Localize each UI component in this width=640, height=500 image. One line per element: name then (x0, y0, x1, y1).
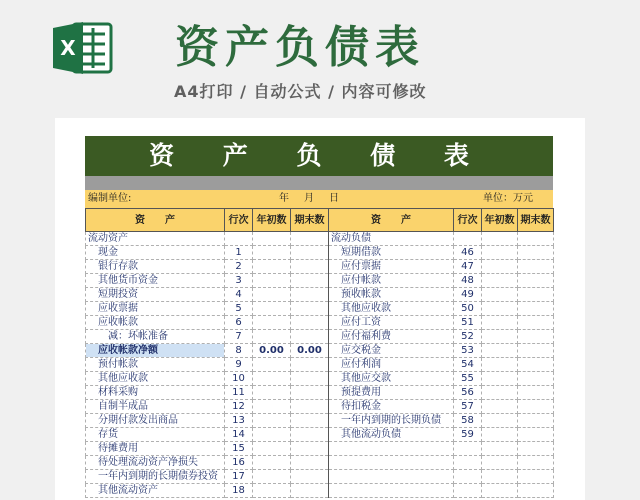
unit-label: 编制单位: (88, 193, 132, 204)
liability-begin-cell[interactable] (482, 330, 518, 344)
table-row (86, 358, 554, 372)
asset-name-cell[interactable]: 应收票据 (86, 302, 225, 316)
asset-line-cell[interactable]: 9 (225, 358, 253, 372)
excel-icon (53, 20, 113, 76)
liability-name-cell[interactable] (329, 470, 454, 484)
liability-name-cell[interactable]: 应付福利费 (329, 330, 454, 344)
liability-begin-cell[interactable] (482, 246, 518, 260)
asset-begin-cell[interactable] (253, 372, 291, 386)
liability-end-cell[interactable] (518, 274, 554, 288)
asset-line-cell[interactable]: 14 (225, 428, 253, 442)
liability-line-cell[interactable]: 52 (454, 330, 482, 344)
table-row (86, 428, 554, 442)
liability-line-cell[interactable]: 55 (454, 372, 482, 386)
balance-sheet-table (85, 208, 554, 498)
asset-name-cell[interactable]: 应收帐款 (86, 316, 225, 330)
table-row (86, 288, 554, 302)
table-row (86, 386, 554, 400)
liability-end-cell[interactable] (518, 428, 554, 442)
asset-end-cell[interactable] (291, 274, 329, 288)
asset-name-cell[interactable]: 一年内到期的长期债券投资 (86, 470, 225, 484)
asset-line-cell[interactable]: 3 (225, 274, 253, 288)
asset-begin-cell[interactable] (253, 330, 291, 344)
month-label: 月 (304, 193, 314, 204)
asset-name-cell[interactable]: 减：坏帐准备 (86, 330, 225, 344)
liability-begin-cell[interactable] (482, 484, 518, 498)
asset-line-cell[interactable]: 18 (225, 484, 253, 498)
liability-name-cell[interactable] (329, 484, 454, 498)
liability-line-cell[interactable] (454, 232, 482, 246)
asset-name-cell[interactable]: 其他流动资产 (86, 484, 225, 498)
col-begin-header: 年初数 (253, 209, 291, 232)
liability-line-cell[interactable]: 57 (454, 400, 482, 414)
asset-end-cell[interactable] (291, 386, 329, 400)
table-row (86, 484, 554, 498)
table-row (86, 456, 554, 470)
col-end-header-right: 期末数 (518, 209, 554, 232)
asset-begin-cell[interactable]: 0.00 (253, 344, 291, 358)
asset-begin-cell[interactable] (253, 484, 291, 498)
asset-name-cell[interactable]: 预付帐款 (86, 358, 225, 372)
gray-divider (85, 176, 553, 190)
table-row (86, 442, 554, 456)
asset-end-cell[interactable] (291, 484, 329, 498)
liability-end-cell[interactable] (518, 260, 554, 274)
liability-name-cell[interactable]: 短期借款 (329, 246, 454, 260)
asset-end-cell[interactable] (291, 400, 329, 414)
asset-end-cell[interactable] (291, 428, 329, 442)
asset-line-cell[interactable]: 5 (225, 302, 253, 316)
asset-line-cell[interactable]: 13 (225, 414, 253, 428)
table-row (86, 470, 554, 484)
liability-begin-cell[interactable] (482, 386, 518, 400)
asset-begin-cell[interactable] (253, 428, 291, 442)
liability-name-cell[interactable]: 应付帐款 (329, 274, 454, 288)
liability-begin-cell[interactable] (482, 302, 518, 316)
liability-name-cell[interactable]: 应付工资 (329, 316, 454, 330)
asset-begin-cell[interactable] (253, 400, 291, 414)
asset-line-cell[interactable]: 6 (225, 316, 253, 330)
table-row (86, 400, 554, 414)
liability-name-cell[interactable]: 预收帐款 (329, 288, 454, 302)
asset-end-cell[interactable] (291, 442, 329, 456)
liability-end-cell[interactable] (518, 442, 554, 456)
table-row (86, 344, 554, 358)
asset-name-cell[interactable]: 现金 (86, 246, 225, 260)
asset-begin-cell[interactable] (253, 470, 291, 484)
liability-end-cell[interactable] (518, 372, 554, 386)
asset-end-cell[interactable] (291, 372, 329, 386)
liability-end-cell[interactable] (518, 456, 554, 470)
liability-line-cell[interactable] (454, 470, 482, 484)
liability-begin-cell[interactable] (482, 274, 518, 288)
asset-name-cell[interactable]: 应收帐款净额 (86, 344, 225, 358)
col-asset-header: 资 产 (86, 209, 225, 232)
liability-line-cell[interactable]: 46 (454, 246, 482, 260)
asset-begin-cell[interactable] (253, 302, 291, 316)
asset-name-cell[interactable]: 自制半成品 (86, 400, 225, 414)
year-label: 年 (279, 193, 289, 204)
liability-begin-cell[interactable] (482, 414, 518, 428)
liability-line-cell[interactable]: 53 (454, 344, 482, 358)
col-begin-header-right: 年初数 (482, 209, 518, 232)
sheet-banner: 资 产 负 债 表 (85, 136, 553, 176)
liability-end-cell[interactable] (518, 414, 554, 428)
col-line-header-right: 行次 (454, 209, 482, 232)
col-end-header: 期末数 (291, 209, 329, 232)
liability-begin-cell[interactable] (482, 400, 518, 414)
liability-line-cell[interactable]: 56 (454, 386, 482, 400)
page-title: 资产负债表 (175, 22, 425, 73)
liability-line-cell[interactable]: 51 (454, 316, 482, 330)
asset-name-cell[interactable]: 其他应收款 (86, 372, 225, 386)
asset-line-cell[interactable]: 2 (225, 260, 253, 274)
liability-name-cell[interactable]: 其他流动负债 (329, 428, 454, 442)
table-row (86, 274, 554, 288)
liability-line-cell[interactable] (454, 456, 482, 470)
liability-end-cell[interactable] (518, 232, 554, 246)
liability-line-cell[interactable]: 49 (454, 288, 482, 302)
asset-name-cell[interactable]: 待摊费用 (86, 442, 225, 456)
liability-begin-cell[interactable] (482, 344, 518, 358)
asset-name-cell[interactable]: 存货 (86, 428, 225, 442)
asset-end-cell[interactable] (291, 260, 329, 274)
asset-name-cell[interactable]: 其他货币资金 (86, 274, 225, 288)
liability-name-cell[interactable]: 预提费用 (329, 386, 454, 400)
liability-begin-cell[interactable] (482, 456, 518, 470)
liability-name-cell[interactable]: 应付利润 (329, 358, 454, 372)
day-label: 日 (329, 193, 339, 204)
liability-begin-cell[interactable] (482, 428, 518, 442)
liability-end-cell[interactable] (518, 288, 554, 302)
liability-end-cell[interactable] (518, 484, 554, 498)
liability-begin-cell[interactable] (482, 288, 518, 302)
asset-begin-cell[interactable] (253, 316, 291, 330)
table-row (86, 316, 554, 330)
asset-begin-cell[interactable] (253, 288, 291, 302)
asset-line-cell[interactable]: 10 (225, 372, 253, 386)
asset-begin-cell[interactable] (253, 442, 291, 456)
liability-end-cell[interactable] (518, 302, 554, 316)
liability-name-cell[interactable]: 其他应收款 (329, 302, 454, 316)
col-line-header: 行次 (225, 209, 253, 232)
asset-begin-cell[interactable] (253, 414, 291, 428)
liability-begin-cell[interactable] (482, 232, 518, 246)
svg-text:X: X (60, 36, 76, 60)
liability-begin-cell[interactable] (482, 442, 518, 456)
asset-end-cell[interactable] (291, 288, 329, 302)
liability-name-cell[interactable]: 应付票据 (329, 260, 454, 274)
asset-begin-cell[interactable] (253, 246, 291, 260)
liability-line-cell[interactable] (454, 484, 482, 498)
liability-name-cell[interactable]: 其他应交款 (329, 372, 454, 386)
table-row (86, 302, 554, 316)
sheet-meta-row (85, 190, 553, 208)
table-row (86, 232, 554, 246)
liability-line-cell[interactable]: 48 (454, 274, 482, 288)
liability-end-cell[interactable] (518, 246, 554, 260)
liability-end-cell[interactable] (518, 330, 554, 344)
liability-begin-cell[interactable] (482, 470, 518, 484)
asset-name-cell[interactable]: 待处理流动资产净损失 (86, 456, 225, 470)
asset-line-cell[interactable]: 8 (225, 344, 253, 358)
table-header-row (86, 209, 554, 232)
asset-begin-cell[interactable] (253, 274, 291, 288)
asset-line-cell[interactable]: 17 (225, 470, 253, 484)
asset-line-cell[interactable] (225, 232, 253, 246)
asset-end-cell[interactable] (291, 470, 329, 484)
table-row (86, 246, 554, 260)
table-row (86, 372, 554, 386)
liability-begin-cell[interactable] (482, 372, 518, 386)
asset-line-cell[interactable]: 12 (225, 400, 253, 414)
asset-name-cell[interactable]: 分期付款发出商品 (86, 414, 225, 428)
asset-line-cell[interactable]: 15 (225, 442, 253, 456)
asset-end-cell[interactable] (291, 456, 329, 470)
liability-line-cell[interactable]: 47 (454, 260, 482, 274)
liability-end-cell[interactable] (518, 470, 554, 484)
asset-begin-cell[interactable] (253, 232, 291, 246)
asset-line-cell[interactable]: 7 (225, 330, 253, 344)
table-row (86, 260, 554, 274)
liability-name-cell[interactable]: 一年内到期的长期负债 (329, 414, 454, 428)
asset-name-cell[interactable]: 流动资产 (86, 232, 225, 246)
liability-name-cell[interactable]: 应交税金 (329, 344, 454, 358)
asset-begin-cell[interactable] (253, 358, 291, 372)
asset-begin-cell[interactable] (253, 386, 291, 400)
liability-name-cell[interactable]: 待扣税金 (329, 400, 454, 414)
liability-name-cell[interactable] (329, 456, 454, 470)
asset-line-cell[interactable]: 16 (225, 456, 253, 470)
asset-end-cell[interactable] (291, 232, 329, 246)
liability-end-cell[interactable] (518, 344, 554, 358)
currency-label: 单位：万元 (483, 193, 533, 204)
liability-line-cell[interactable]: 59 (454, 428, 482, 442)
table-row (86, 330, 554, 344)
asset-end-cell[interactable] (291, 316, 329, 330)
liability-end-cell[interactable] (518, 386, 554, 400)
asset-line-cell[interactable]: 4 (225, 288, 253, 302)
asset-line-cell[interactable]: 1 (225, 246, 253, 260)
liability-name-cell[interactable]: 流动负债 (329, 232, 454, 246)
asset-begin-cell[interactable] (253, 456, 291, 470)
liability-end-cell[interactable] (518, 316, 554, 330)
asset-line-cell[interactable]: 11 (225, 386, 253, 400)
asset-end-cell[interactable] (291, 358, 329, 372)
asset-end-cell[interactable] (291, 330, 329, 344)
table-row (86, 414, 554, 428)
col-liability-header: 资 产 (329, 209, 454, 232)
liability-begin-cell[interactable] (482, 358, 518, 372)
asset-end-cell[interactable]: 0.00 (291, 344, 329, 358)
asset-name-cell[interactable]: 短期投资 (86, 288, 225, 302)
asset-begin-cell[interactable] (253, 260, 291, 274)
liability-line-cell[interactable] (454, 442, 482, 456)
liability-line-cell[interactable]: 50 (454, 302, 482, 316)
asset-name-cell[interactable]: 银行存款 (86, 260, 225, 274)
liability-name-cell[interactable] (329, 442, 454, 456)
page-subtitle: A4打印 / 自动公式 / 内容可修改 (174, 82, 427, 101)
liability-end-cell[interactable] (518, 358, 554, 372)
liability-begin-cell[interactable] (482, 316, 518, 330)
asset-end-cell[interactable] (291, 246, 329, 260)
asset-name-cell[interactable]: 材料采购 (86, 386, 225, 400)
liability-line-cell[interactable]: 54 (454, 358, 482, 372)
liability-begin-cell[interactable] (482, 260, 518, 274)
asset-end-cell[interactable] (291, 414, 329, 428)
liability-end-cell[interactable] (518, 400, 554, 414)
liability-line-cell[interactable]: 58 (454, 414, 482, 428)
asset-end-cell[interactable] (291, 302, 329, 316)
